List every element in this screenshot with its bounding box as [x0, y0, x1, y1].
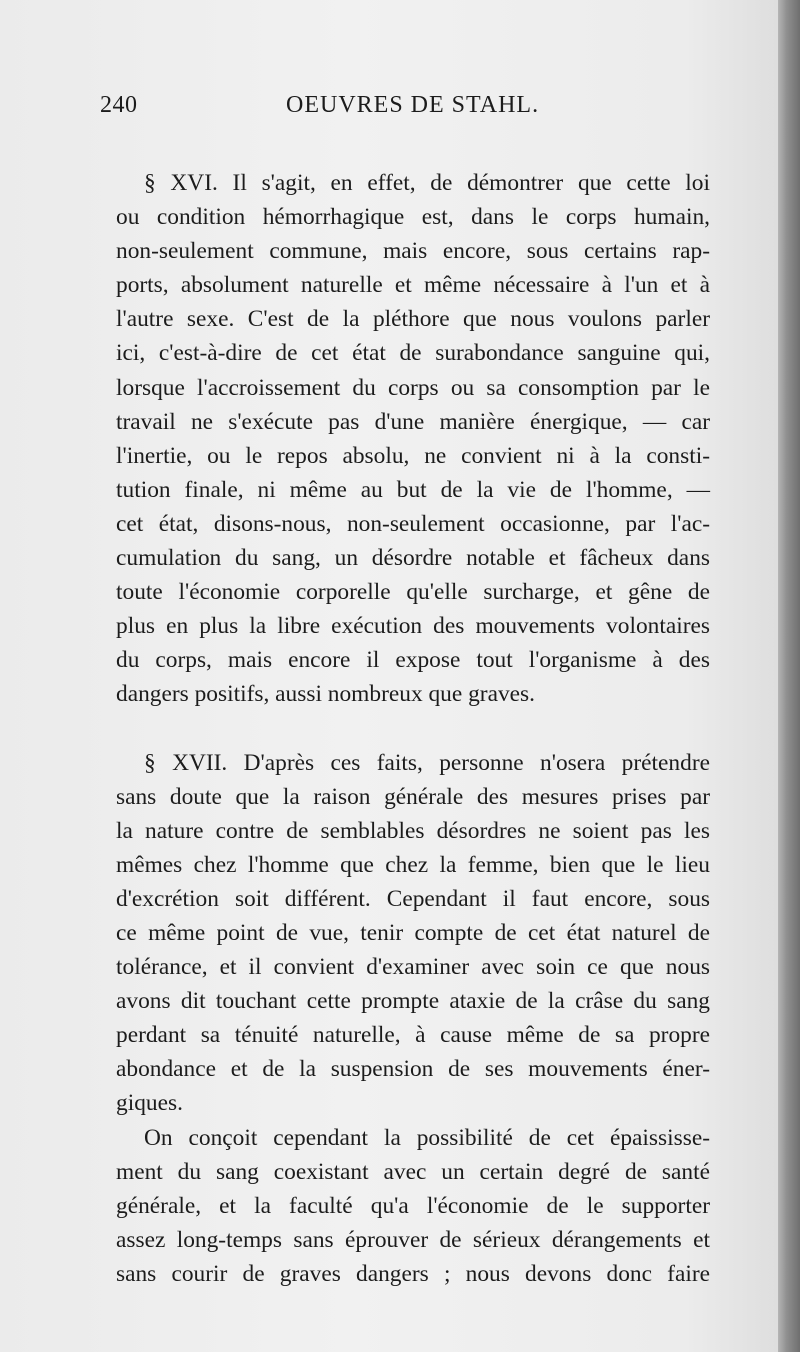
text-line: cumulation du sang, un désordre notable et fâcheux dans [116, 545, 710, 572]
paragraph-section-xvi [116, 166, 710, 712]
text-line: ports, absolument naturelle et même nécessaire à l'un et à [116, 272, 710, 299]
page-edge-shadow [778, 0, 800, 1352]
text-line: perdant sa ténuité naturelle, à cause même de sa propre [116, 1022, 710, 1049]
text-line: la nature contre de semblables désordres ne soient pas les [116, 817, 710, 844]
running-title: OEUVRES DE STAHL. [286, 92, 540, 118]
text-line: toute l'économie corporelle qu'elle surcharge, et gêne de [116, 579, 710, 606]
text-line: giques. [116, 1090, 183, 1117]
text-line: tolérance, et il convient d'examiner avec soin ce que nous [116, 954, 710, 981]
text-line: du corps, mais encore il expose tout l'organisme à des [116, 647, 710, 674]
text-line: cet état, disons-nous, non-seulement occasionne, par l'ac- [116, 510, 710, 537]
text-line: avons dit touchant cette prompte ataxie de la crâse du sang [116, 988, 710, 1015]
text-line: plus en plus la libre exécution des mouvements volontaires [116, 613, 710, 640]
text-line: sans courir de graves dangers ; nous devons donc faire [116, 1260, 710, 1287]
paragraph-gap [116, 712, 710, 746]
text-line: travail ne s'exécute pas d'une manière énergique, — car [116, 408, 710, 435]
text-line: On conçoit cependant la possibilité de cet épaississe- [144, 1124, 710, 1151]
text-line: abondance et de la suspension de ses mouvements éner- [116, 1056, 710, 1083]
text-line: assez long-temps sans éprouver de sérieux dérangements et [116, 1226, 710, 1253]
text-line: ou condition hémorrhagique est, dans le corps humain, [116, 204, 710, 231]
text-line: d'excrétion soit différent. Cependant il faut encore, sous [116, 885, 710, 912]
body-text [116, 166, 710, 1291]
page-header [100, 92, 710, 132]
paragraph-continuation [116, 1121, 710, 1291]
text-line: l'autre sexe. C'est de la pléthore que nous voulons parler [116, 306, 710, 333]
text-line: ce même point de vue, tenir compte de cet état naturel de [116, 919, 710, 946]
text-line: ment du sang coexistant avec un certain degré de santé [116, 1158, 710, 1185]
text-line: § XVI. Il s'agit, en effet, de démontrer que cette loi [144, 170, 710, 196]
text-line: l'inertie, ou le repos absolu, ne convient ni à la consti- [116, 442, 710, 469]
text-line: sans doute que la raison générale des mesures prises par [116, 783, 710, 810]
text-line: dangers positifs, aussi nombreux que graves. [116, 681, 535, 708]
text-line: non-seulement commune, mais encore, sous certains rap- [116, 238, 710, 265]
text-line: lorsque l'accroissement du corps ou sa consomption par le [116, 374, 710, 401]
paragraph-section-xvii [116, 746, 710, 1121]
text-line: générale, et la faculté qu'a l'économie de le supporter [116, 1192, 710, 1219]
text-line: ici, c'est-à-dire de cet état de surabondance sanguine qui, [116, 340, 710, 367]
text-line: mêmes chez l'homme que chez la femme, bien que le lieu [116, 851, 710, 878]
page-number: 240 [100, 92, 138, 118]
text-line: § XVII. D'après ces faits, personne n'osera prétendre [144, 749, 710, 776]
text-line: tution finale, ni même au but de la vie de l'homme, — [116, 476, 710, 503]
